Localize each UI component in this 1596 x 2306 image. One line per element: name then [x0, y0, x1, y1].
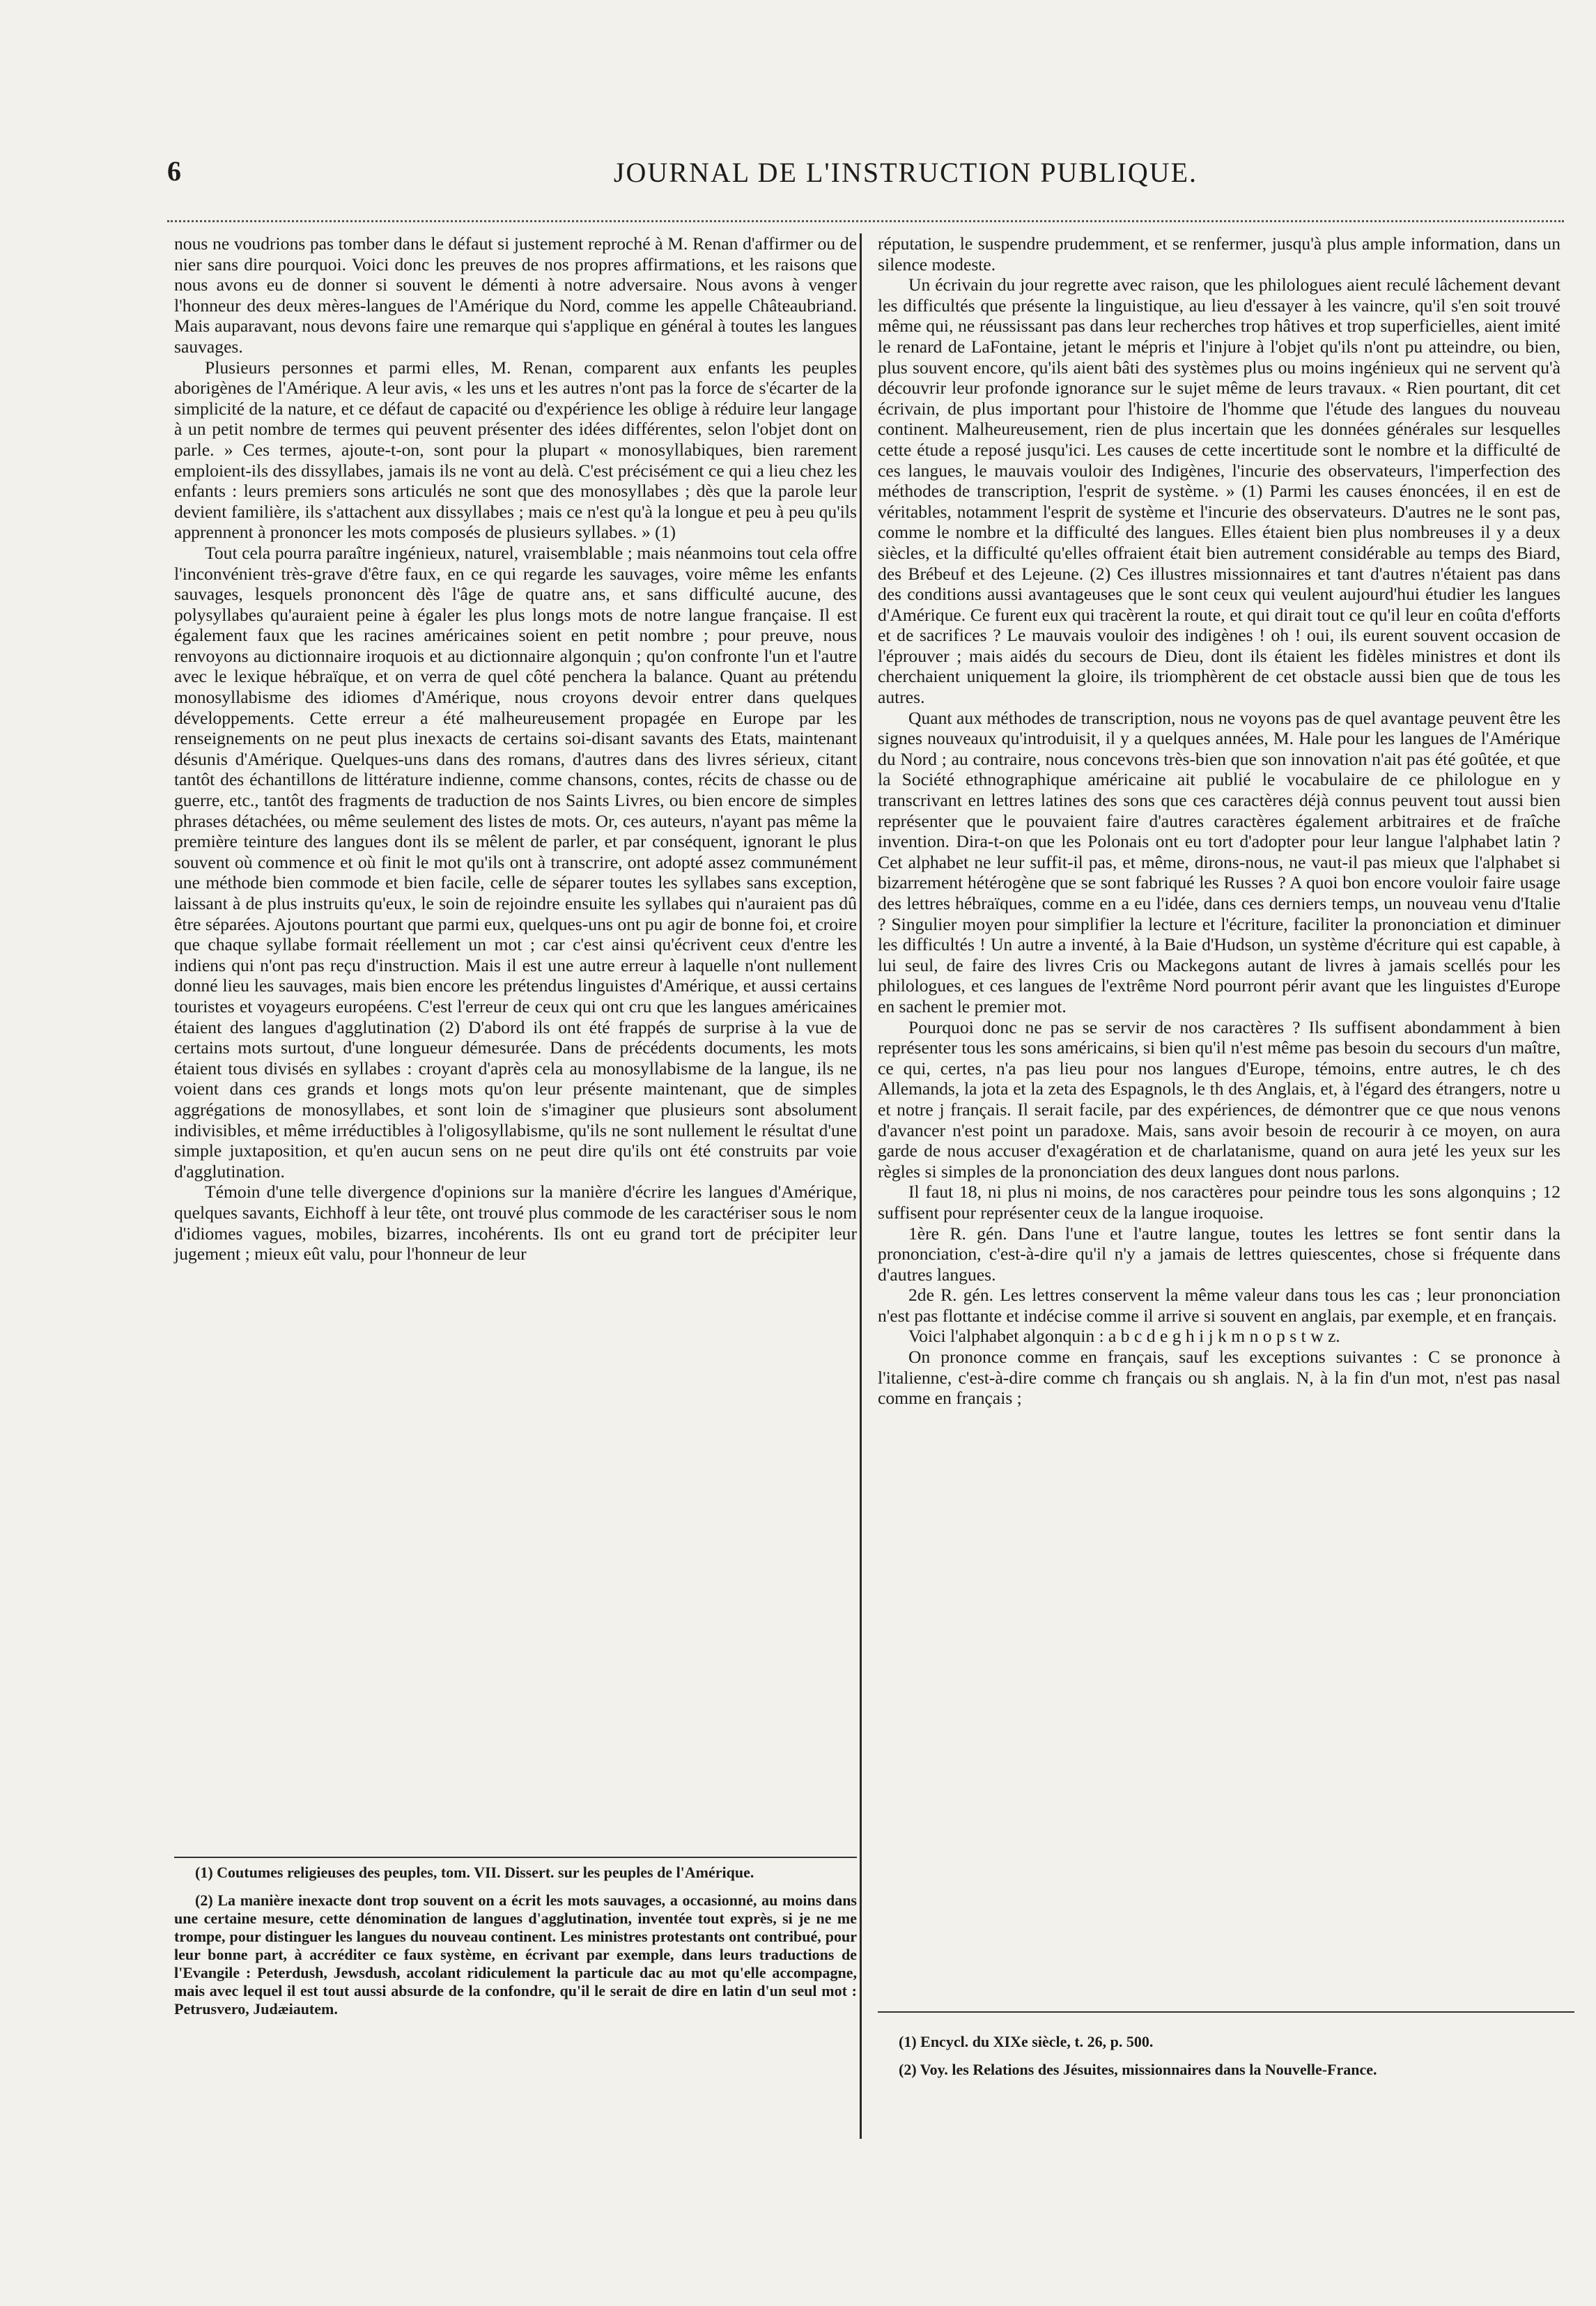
- footnote: (1) Coutumes religieuses des peuples, tom. VII. Dissert. sur les peuples de l'Amérique.: [195, 1864, 754, 1881]
- page-number: 6: [167, 155, 181, 187]
- footnote-rule: [174, 1857, 857, 1858]
- paragraph: Il faut 18, ni plus ni moins, de nos caractères pour peindre tous les sons algonquins ; 12 suffisent pour représenter ceux de la langue iroquoise.: [878, 1182, 1560, 1223]
- paragraph: Voici l'alphabet algonquin : a b c d e g h i j k m n o p s t w z.: [908, 1326, 1340, 1347]
- paragraph: Plusieurs personnes et parmi elles, M. Renan, comparent aux enfants les peuples aborigènes de l'Amérique. A leur avis, « les uns et les autres n'ont pas la force de s'écarter de la simplicité de la nature, et ce défaut de capacité ou d'expérience les oblige à réduire leur langage à un petit nombre de termes qui peuvent présenter des idées différentes, selon l'objet dont on parle. » Ces termes, ajoute-t-on, sont pour la plupart « monosyllabiques, bien rarement emploient-ils des dissyllabes, jamais ils ne vont au delà. C'est précisément ce qui a lieu chez les enfants : leurs premiers sons articulés ne sont que des monosyllabes ; dès que la parole leur devient familière, ils s'attachent aux dissyllabes ; mais ce n'est qu'à la longue et peu à peu qu'ils apprennent à prononcer les mots composés de plusieurs syllabes. » (1): [174, 357, 857, 543]
- right-column: [878, 233, 1560, 1409]
- paragraph: 1ère R. gén. Dans l'une et l'autre langue, toutes les lettres se font sentir dans la prononciation, c'est-à-dire qu'il n'y a jamais de lettres quiescentes, chose si fréquente dans d'autres langues.: [878, 1223, 1560, 1285]
- header-rule: [167, 220, 1564, 222]
- paragraph: On prononce comme en français, sauf les exceptions suivantes : C se prononce à l'italienne, c'est-à-dire comme ch français ou sh anglais. N, à la fin d'un mot, n'est pas nasal comme en français ;: [878, 1347, 1560, 1409]
- footnote: (1) Encycl. du XIXe siècle, t. 26, p. 500.: [899, 2033, 1154, 2050]
- footnote-rule: [878, 2011, 1574, 2013]
- right-footnotes: [878, 2033, 1574, 2089]
- left-footnotes: [174, 1864, 857, 2028]
- paragraph: réputation, le suspendre prudemment, et se renfermer, jusqu'à plus ample information, dans un silence modeste.: [878, 233, 1560, 274]
- running-title: JOURNAL DE L'INSTRUCTION PUBLIQUE.: [613, 157, 1198, 188]
- footnote: (2) La manière inexacte dont trop souvent on a écrit les mots sauvages, a occasionné, au moins dans une certaine mesure, cette dénomination de langues d'agglutination, inventée tout exprès, si je ne me trompe, pour distinguer les langues du nouveau continent. Les ministres protestants ont contribué, pour leur bonne part, à accréditer ce faux système, en écrivant par exemple, dans leurs traductions de l'Evangile : Peterdush, Jewsdush, accolant ridiculement la particule dac au mot qu'elle accompagne, mais avec lequel il est tout aussi absurde de la confondre, qu'il le serait de dire en latin d'un seul mot : Petrusvero, Judæiautem.: [174, 1891, 857, 2018]
- paragraph: Témoin d'une telle divergence d'opinions sur la manière d'écrire les langues d'Amérique, quelques savants, Eichhoff à leur tête, ont trouvé plus commode de les caractériser sous le nom d'idiomes vagues, mobiles, bizarres, incohérents. Ils ont eu grand tort de précipiter leur jugement ; mieux eût valu, pour l'honneur de leur: [174, 1182, 857, 1264]
- left-column: [174, 233, 857, 1264]
- paragraph: Pourquoi donc ne pas se servir de nos caractères ? Ils suffisent abondamment à bien représenter tous les sons américains, si bien qu'il n'est même pas besoin du secours d'un maître, ce qui, certes, n'a pas lieu pour nos langues d'Europe, témoins, entre autres, le ch des Allemands, la jota et la zeta des Espagnols, le th des Anglais, et, à l'égard des étrangers, notre u et notre j français. Il serait facile, par des expériences, de démontrer que ce que nous venons d'avancer n'est point un paradoxe. Mais, sans avoir besoin de recourir à ce moyen, on aura garde de nous accuser d'exagération et de charlatanisme, quand on aura jeté les yeux sur les règles si simples de la prononciation des deux langues dont nous parlons.: [878, 1016, 1560, 1182]
- paragraph: Un écrivain du jour regrette avec raison, que les philologues aient reculé lâchement devant les difficultés que présente la linguistique, au lieu d'essayer à les vaincre, qu'il s'en soit trouvé même qui, ne réussissant pas dans leur recherches trop hâtives et trop superficielles, aient imité le renard de LaFontaine, jetant le mépris et l'injure à l'objet qu'ils n'ont pu atteindre, ou bien, plus souvent encore, qu'ils aient bâti des systèmes plus ou moins ingénieux qui ne servent qu'à découvrir leur profonde ignorance sur le sujet même de leurs travaux. « Rien pourtant, dit cet écrivain, de plus important pour l'histoire de l'homme que l'étude des langues du nouveau continent. Malheureusement, rien de plus incertain que les données générales sur lesquelles cette étude a reposé jusqu'ici. Les causes de cette incertitude sont le nombre et la difficulté de ces langues, le mauvais vouloir des Indigènes, l'incurie des observateurs, l'imperfection des méthodes de transcription, l'esprit de système. » (1) Parmi les causes énoncées, il en est de véritables, notamment l'esprit de système et l'incurie des observateurs. D'autres ne le sont pas, comme le nombre et la difficulté des langues. Elles étaient bien plus nombreuses il y a deux siècles, et la difficulté qu'elles offraient était bien autrement considérable au temps des Biard, des Brébeuf et des Lejeune. (2) Ces illustres missionnaires et tant d'autres n'étaient pas dans des conditions aussi avantageuses que le sont ceux qui veulent aujourd'hui étudier les langues d'Amérique. Ce furent eux qui tracèrent la route, et qui dirait tout ce qu'il leur en coûta d'efforts et de sacrifices ? Le mauvais vouloir des indigènes ! oh ! oui, ils eurent souvent occasion de l'éprouver ; mais aidés du secours de Dieu, dont ils étaient les fidèles ministres et dont ils cherchaient uniquement la gloire, ils triomphèrent de cet obstacle aussi bien que de tous les autres.: [878, 274, 1560, 708]
- column-divider: [860, 233, 862, 2139]
- paragraph: nous ne voudrions pas tomber dans le défaut si justement reproché à M. Renan d'affirmer ou de nier sans dire pourquoi. Voici donc les preuves de nos propres affirmations, et les raisons que nous avons eu de donner si souvent le démenti à notre adversaire. Nous avons à venger l'honneur des deux mères-langues de l'Amérique du Nord, comme les appelle Châteaubriand. Mais auparavant, nous devons faire une remarque qui s'applique en général à toutes les langues sauvages.: [174, 233, 857, 357]
- paragraph: Tout cela pourra paraître ingénieux, naturel, vraisemblable ; mais néanmoins tout cela offre l'inconvénient très-grave d'être faux, en ce qui regarde les sauvages, voire même les enfants sauvages, lesquels prononcent dès l'âge de quatre ans, et sans difficulté aucune, des polysyllabes qu'auraient peine à égaler les plus longs mots de notre langue française. Il est également faux que les racines américaines soient en petit nombre ; pour preuve, nous renvoyons au dictionnaire iroquois et au dictionnaire algonquin ; qu'on confronte l'un et l'autre avec le lexique hébraïque, et on verra de quel côté penchera la balance. Quant au prétendu monosyllabisme des idiomes d'Amérique, nous croyons devoir entrer dans quelques développements. Cette erreur a été malheureusement propagée en Europe par les renseignements on ne peut plus inexacts de certains soi-disant savants des Etats, maintenant désunis d'Amérique. Quelques-uns dans des romans, d'autres dans des livres sérieux, citant tantôt des échantillons de littérature indienne, comme chansons, contes, récits de chasse ou de guerre, etc., tantôt des fragments de traduction de nos Saints Livres, ou bien encore de simples phrases détachées, ou même seulement des listes de mots. Or, ces auteurs, n'ayant pas même la première teinture des langues dont ils se mêlent de parler, et par conséquent, ignorant le plus souvent où commence et où finit le mot qu'ils ont à transcrire, ont adopté assez communément une méthode bien commode et bien facile, celle de séparer toutes les syllabes sans exception, laissant à de plus instruits qu'eux, le soin de rejoindre ensuite les syllabes qui n'auraient pas dû être séparées. Ajoutons pourtant que parmi eux, quelques-uns ont pu agir de bonne foi, et croire que chaque syllabe formait réellement un mot ; car c'est ainsi qu'écrivent ceux d'entre les indiens qui n'ont pas reçu d'instruction. Mais il est une autre erreur à laquelle n'ont nullement donné lieu les sauvages, mais bien encore les prétendus linguistes d'Amérique, et aussi certains touristes et voyageurs européens. C'est l'erreur de ceux qui ont cru que les langues américaines étaient des langues d'agglutination (2) D'abord ils ont été frappés de surprise à la vue de certains mots surtout, d'une longueur démesurée. Dans de précédents documents, les mots étaient tous divisés en syllabes : croyant d'après cela au monosyllabisme de la langue, ils ne voient dans ces grands et longs mots qu'on leur présente maintenant, que de simples aggrégations de monosyllabes, et sont loin de s'imaginer que plusieurs sont absolument indivisibles, et même irréductibles à l'oligosyllabisme, qu'ils ne sont nullement le résultat d'une simple juxtaposition, et qu'en aucun sens on ne peut dire qu'ils ont été construits par voie d'agglutination.: [174, 542, 857, 1182]
- paragraph: Quant aux méthodes de transcription, nous ne voyons pas de quel avantage peuvent être les signes nouveaux qu'introduisit, il y a quelques années, M. Hale pour les langues de l'Amérique du Nord ; au contraire, nous concevons très-bien que son innovation n'ait pas été goûtée, et que la Société ethnographique américaine ait publié le vocabulaire de ce philologue en y transcrivant en lettres latines des sons que ces caractères déjà connus peuvent tout aussi bien représenter que le pouvaient faire d'autres caractères également arbitraires et de fraîche invention. Dira-t-on que les Polonais ont eu tort d'adopter pour leur langue l'alphabet latin ? Cet alphabet ne leur suffit-il pas, et même, dirons-nous, ne vaut-il pas mieux que l'alphabet si bizarrement hétérogène que se sont fabriqué les Russes ? A quoi bon encore vouloir faire usage des lettres hébraïques, comme en a eu l'idée, dans ces derniers temps, un nouveau venu d'Italie ? Singulier moyen pour simplifier la lecture et l'écriture, faciliter la prononciation et diminuer les difficultés ! Un autre a inventé, à la Baie d'Hudson, un système d'écriture qui est capable, à lui seul, de faire des livres Cris ou Mackegons autant de livres à jamais scellés pour les philologues, et ces langues de l'extrême Nord pourront périr avant que les linguistes d'Europe en sachent le premier mot.: [878, 707, 1560, 1016]
- paragraph: 2de R. gén. Les lettres conservent la même valeur dans tous les cas ; leur prononciation n'est pas flottante et indécise comme il arrive si souvent en anglais, par exemple, et en français.: [878, 1285, 1560, 1326]
- footnote: (2) Voy. les Relations des Jésuites, missionnaires dans la Nouvelle-France.: [899, 2061, 1377, 2078]
